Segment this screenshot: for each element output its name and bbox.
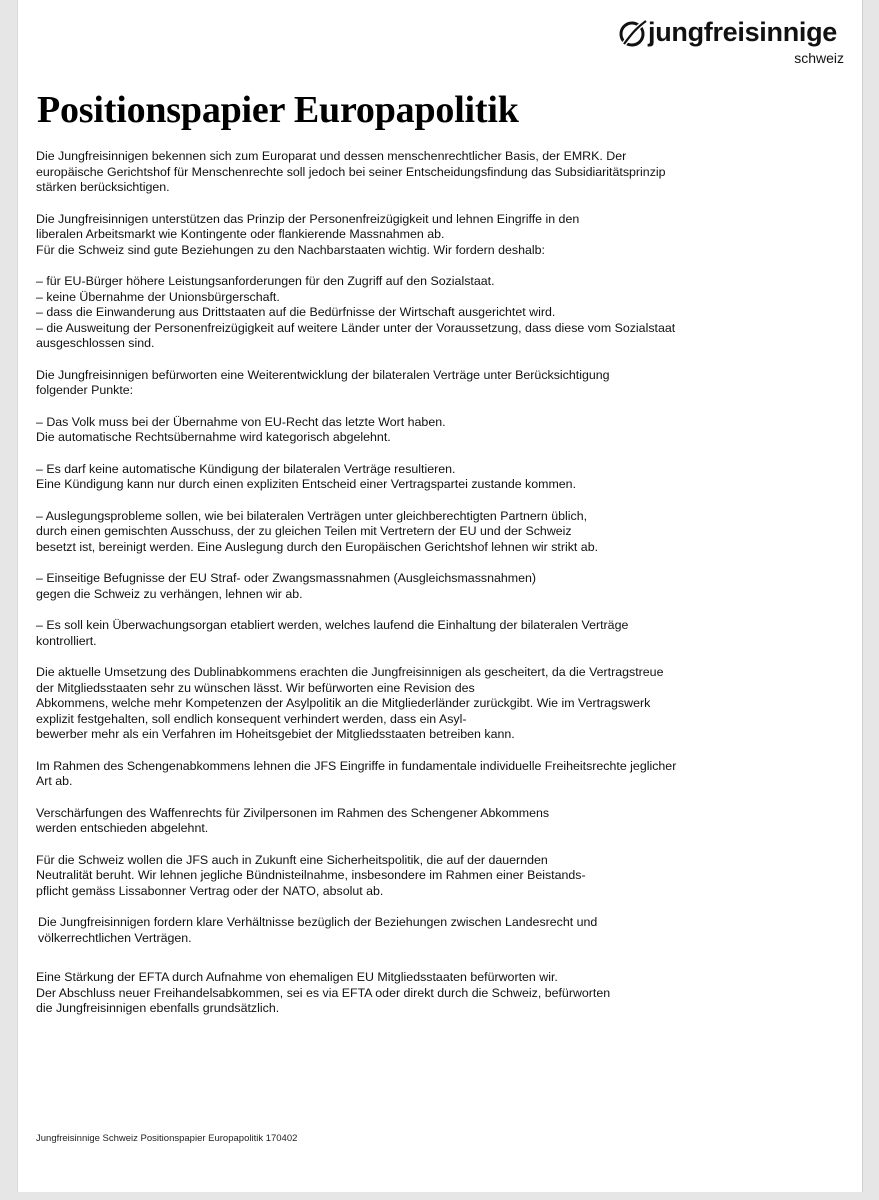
paragraph [36,571,696,602]
paragraph-line: Die Jungfreisinnigen unterstützen das Prinzip der Personenfreizügigkeit und lehnen Eingriffe in den [36,211,580,226]
paragraph [36,970,696,1017]
paragraph-line: Verschärfungen des Waffenrechts für Zivilpersonen im Rahmen des Schengener Abkommens [36,805,550,820]
paragraph [36,212,696,259]
paragraph-line: völkerrechtlichen Verträgen. [38,930,192,945]
paragraph-line: Die Jungfreisinnigen bekennen sich zum Europarat und dessen menschenrechtlicher Basis, der EMRK. Der [36,149,627,163]
paragraph-line: Die automatische Rechtsübernahme wird kategorisch abgelehnt. [36,430,391,444]
paragraph-line: der Mitgliedsstaaten sehr zu wünschen lässt. Wir befürworten eine Revision des [36,680,475,695]
paragraph-line: explizit festgehalten, soll endlich konsequent verhindert werden, dass ein Asyl- [36,711,467,726]
paragraph-line: pflicht gemäss Lissabonner Vertrag oder der NATO, absolut ab. [36,883,384,898]
paragraph-line: – Einseitige Befugnisse der EU Straf- oder Zwangsmassnahmen (Ausgleichsmassnahmen) [36,571,536,585]
paragraph-line: folgender Punkte: [36,383,134,397]
logo-subtitle: schweiz [794,50,844,66]
paragraph [36,618,696,649]
paragraph-line: Die aktuelle Umsetzung des Dublinabkommens erachten die Jungfreisinnigen als gescheitert, da die Vertragstreue [36,665,664,679]
paragraph-line: – Es darf keine automatische Kündigung der bilateralen Verträge resultieren. [36,461,456,476]
paragraph-line: Die Jungfreisinnigen fordern klare Verhältnisse bezüglich der Beziehungen zwischen Landesrecht und [38,915,598,929]
paragraph-line: durch einen gemischten Ausschuss, der zu gleichen Teilen mit Vertretern der EU und der Schweiz [36,524,572,538]
paragraph-line: werden entschieden abgelehnt. [36,821,209,835]
paragraph-line: Die Jungfreisinnigen befürworten eine Weiterentwicklung der bilateralen Verträge unter Berücksichtigung [36,367,610,382]
paragraph [36,665,696,743]
paragraph-line: ausgeschlossen sind. [36,336,155,350]
paragraph-line: kontrolliert. [36,633,97,648]
paragraph [36,368,696,399]
paragraph [36,149,696,196]
paragraph [36,415,696,446]
paragraph-line: – Das Volk muss bei der Übernahme von EU-Recht das letzte Wort haben. [36,414,446,429]
paragraph-line: Für die Schweiz wollen die JFS auch in Zukunft eine Sicherheitspolitik, die auf der dauernden [36,852,548,867]
paragraph [36,759,696,790]
document-page [18,0,862,1192]
page-footer: Jungfreisinnige Schweiz Positionspapier Europapolitik 170402 [36,1133,298,1144]
paragraph-line: Eine Stärkung der EFTA durch Aufnahme von ehemaligen EU Mitgliedsstaaten befürworten wir. [36,970,558,984]
paragraph-line: – Es soll kein Überwachungsorgan etabliert werden, welches laufend die Einhaltung der bilateralen Verträge [36,618,629,632]
paragraph [36,462,696,493]
paragraph-line: Eine Kündigung kann nur durch einen expliziten Entscheid einer Vertragspartei zustande kommen. [36,477,577,491]
paragraph-line: die Jungfreisinnigen ebenfalls grundsätzlich. [36,1001,280,1015]
paragraph-line: Abkommens, welche mehr Kompetenzen der Asylpolitik an die Mitgliederländer zurückgibt. Wie im Vertragswerk [36,696,651,710]
paragraph-line: Der Abschluss neuer Freihandelsabkommen, sei es via EFTA oder direkt durch die Schweiz, befürworten [36,985,611,1000]
paragraph-line: bewerber mehr als ein Verfahren im Hoheitsgebiet der Mitgliedsstaaten betreiben kann. [36,727,515,741]
paragraph-line: – keine Übernahme der Unionsbürgerschaft. [36,289,280,304]
paragraph-line: gegen die Schweiz zu verhängen, lehnen wir ab. [36,586,303,601]
page-title: Positionspapier Europapolitik [37,89,519,131]
paragraph-line: – Auslegungsprobleme sollen, wie bei bilateralen Verträgen unter gleichberechtigten Partnern üblich, [36,508,588,523]
paragraph-line: – die Ausweitung der Personenfreizügigkeit auf weitere Länder unter der Voraussetzung, dass diese vom Sozialstaat [36,320,676,335]
brand-logo [618,14,848,72]
document-body [36,149,696,1033]
paragraph-line: europäische Gerichtshof für Menschenrechte soll jedoch bei seiner Entscheidungsfindung das Subsidiaritätsprinzip [36,164,666,179]
paragraph [36,806,696,837]
paragraph-line: Im Rahmen des Schengenabkommens lehnen die JFS Eingriffe in fundamentale individuelle Freiheitsrechte jeglicher [36,758,677,773]
paragraph-line: Für die Schweiz sind gute Beziehungen zu den Nachbarstaaten wichtig. Wir fordern deshalb: [36,242,545,257]
paragraph-line: Art ab. [36,774,73,788]
paragraph-line: – dass die Einwanderung aus Drittstaaten auf die Bedürfnisse der Wirtschaft ausgerichtet wird. [36,305,556,319]
swoosh-logo-icon [618,18,648,48]
paragraph [36,853,696,900]
paragraph-line: – für EU-Bürger höhere Leistungsanforderungen für den Zugriff auf den Sozialstaat. [36,274,495,288]
paragraph-line: besetzt ist, bereinigt werden. Eine Auslegung durch den Europäischen Gerichtshof lehnen wir strikt ab. [36,539,599,554]
paragraph-line: liberalen Arbeitsmarkt wie Kontingente oder flankierende Massnahmen ab. [36,227,445,241]
paragraph-line: stärken berücksichtigen. [36,180,170,194]
paragraph [36,915,696,946]
logo-name: jungfreisinnige [648,17,838,47]
paragraph-line: Neutralität beruht. Wir lehnen jegliche Bündnisteilnahme, insbesondere im Rahmen einer Beistands- [36,868,586,882]
paragraph [36,274,696,352]
paragraph [36,509,696,556]
